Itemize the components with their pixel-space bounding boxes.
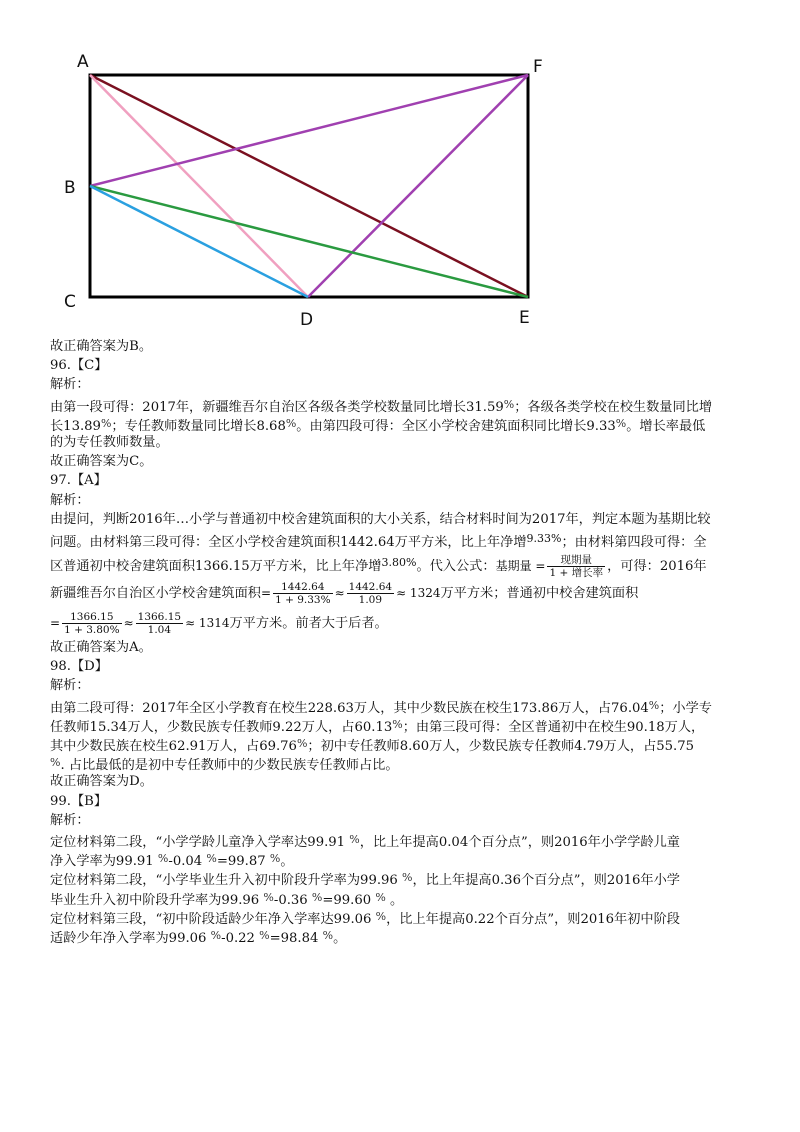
analysis-heading: 解析： bbox=[50, 678, 90, 694]
percent-sign: % bbox=[269, 852, 281, 866]
paragraph-line bbox=[50, 548, 762, 578]
formula-lhs: 基期量 = bbox=[495, 559, 546, 574]
formula-fraction bbox=[347, 581, 394, 606]
fraction-numerator: 1442.64 bbox=[273, 581, 333, 594]
text: -0.04 bbox=[168, 854, 203, 870]
fraction-denominator: 1 + 9.33% bbox=[275, 594, 331, 607]
text: 适龄少年净入学率为99.06 bbox=[50, 930, 207, 946]
fraction-numerator: 1366.15 bbox=[137, 611, 182, 624]
text: 定位材料第二段，“小学学龄儿童净入学率达99.91 bbox=[50, 834, 346, 850]
equals-sign: = bbox=[261, 586, 272, 601]
fraction-numerator: 1442.64 bbox=[348, 581, 393, 594]
text: 万平方米；普通初中校舍建筑面积 bbox=[440, 586, 639, 602]
percent-sign: % bbox=[263, 890, 274, 904]
answer-line: 故正确答案为C。 bbox=[50, 454, 153, 470]
paragraph-line bbox=[50, 578, 762, 608]
text: ，可得：2016年 bbox=[607, 559, 707, 575]
percent-sign: % bbox=[503, 397, 515, 411]
paragraph-line: 由提问，判断2016年…小学与普通初中校舍建筑面积的大小关系，结合材料时间为2017年，判定本题为基期比较 bbox=[50, 511, 711, 527]
paragraph-line bbox=[50, 926, 762, 945]
percent-sign: % bbox=[615, 416, 627, 430]
answer-line: 故正确答案为A。 bbox=[50, 640, 152, 656]
paragraph-line bbox=[50, 414, 762, 433]
paragraph-line bbox=[50, 395, 762, 414]
formula-value: 9.33% bbox=[526, 531, 562, 545]
formula-fraction bbox=[273, 581, 333, 606]
fraction-denominator: 1 + 3.80% bbox=[64, 624, 120, 637]
text: =99.87 bbox=[216, 854, 266, 870]
question-number: 98.【D】 bbox=[50, 659, 108, 675]
answer-explanations bbox=[50, 337, 762, 945]
fraction-numerator: 1366.15 bbox=[62, 611, 122, 624]
text: -0.22 bbox=[221, 930, 255, 946]
answer-line: 故正确答案为B。 bbox=[50, 339, 153, 354]
text: 定位材料第二段，“小学毕业生升入初中阶段升学率为99.96 bbox=[50, 873, 398, 889]
percent-sign: % bbox=[50, 756, 61, 770]
question-number: 96.【C】 bbox=[50, 358, 108, 374]
paragraph-line bbox=[50, 888, 762, 907]
text: . 占比最低的是初中专任教师中的少数民族专任教师占比。 bbox=[60, 758, 399, 774]
formula-fraction bbox=[136, 611, 183, 636]
line-bd bbox=[90, 186, 308, 297]
text: 。由第四段可得：全区小学校舍建筑面积同比增长9.33 bbox=[296, 418, 616, 434]
text: 万平方米。前者大于后者。 bbox=[229, 616, 388, 632]
percent-sign: % bbox=[210, 928, 222, 942]
line-df bbox=[308, 75, 528, 297]
question-number: 99.【B】 bbox=[50, 793, 108, 809]
label-e: E bbox=[519, 308, 530, 328]
fraction-numerator: 现期量 bbox=[547, 554, 605, 567]
percent-sign: % bbox=[322, 928, 334, 942]
text: 定位材料第三段，“初中阶段适龄少年净入学率达99.06 bbox=[50, 911, 372, 927]
paragraph-line bbox=[50, 734, 762, 753]
text: 。 bbox=[390, 892, 404, 908]
text: 毕业生升入初中阶段升学率为99.96 bbox=[50, 892, 260, 908]
percent-sign: % bbox=[259, 928, 270, 942]
text: 问题。由材料第三段可得：全区小学校舍建筑面积1442.64万平方米，比上年净增 bbox=[50, 534, 527, 550]
text: ；各级各类学校在校生数量同比增 bbox=[514, 399, 713, 415]
paragraph-line bbox=[50, 907, 762, 926]
formula-result: ≈ 1314 bbox=[185, 616, 230, 631]
analysis-heading: 解析： bbox=[50, 492, 90, 508]
percent-sign: % bbox=[206, 852, 217, 866]
text: =99.60 bbox=[322, 892, 372, 908]
text: 区普通初中校舍建筑面积1366.15万平方米，比上年净增 bbox=[50, 559, 382, 575]
percent-sign: % bbox=[157, 852, 169, 866]
label-a: A bbox=[77, 52, 89, 72]
paragraph-line: 的为专任教师数量。 bbox=[50, 434, 169, 450]
approx-sign: ≈ bbox=[334, 586, 345, 601]
formula-fraction bbox=[62, 611, 122, 636]
line-ae bbox=[90, 75, 528, 297]
paragraph-line bbox=[50, 529, 762, 548]
text: ，比上年提高0.36个百分点”，则2016年小学 bbox=[412, 873, 680, 889]
percent-sign: % bbox=[285, 416, 297, 430]
text: 净入学率为99.91 bbox=[50, 854, 154, 870]
approx-sign: ≈ bbox=[123, 616, 134, 631]
paragraph-line bbox=[50, 830, 762, 849]
formula-value: 3.80% bbox=[381, 556, 417, 570]
label-c: C bbox=[64, 292, 76, 312]
text: -0.36 bbox=[273, 892, 308, 908]
geometry-figure bbox=[55, 45, 555, 330]
text: ；初中专任教师8.60万人，少数民族专任教师4.79万人，占55.75 bbox=[307, 739, 695, 754]
paragraph-line bbox=[50, 715, 762, 734]
text: ；由第三段可得：全区普通初中在校生90.18万人， bbox=[402, 719, 705, 735]
percent-sign: % bbox=[402, 871, 413, 885]
label-b: B bbox=[64, 178, 76, 198]
text: ，比上年提高0.22个百分点”，则2016年初中阶段 bbox=[386, 911, 680, 927]
label-d: D bbox=[300, 310, 314, 330]
question-number: 97.【A】 bbox=[50, 473, 107, 489]
text: 其中少数民族在校生62.91万人，占69.76 bbox=[50, 739, 297, 754]
percent-sign: % bbox=[311, 890, 323, 904]
analysis-heading: 解析： bbox=[50, 377, 90, 393]
percent-sign: % bbox=[375, 890, 386, 904]
paragraph-line bbox=[50, 849, 762, 868]
text: 由第二段可得：2017年全区小学教育在校生228.63万人，其中少数民族在校生173.86万人，占76.04 bbox=[50, 700, 649, 716]
text: 。 bbox=[280, 854, 294, 870]
text: 。增长率最低 bbox=[626, 418, 706, 434]
paragraph-line bbox=[50, 608, 762, 638]
formula-result: ≈ 1324 bbox=[396, 586, 441, 601]
paragraph-line bbox=[50, 696, 762, 715]
label-f: F bbox=[533, 57, 543, 77]
formula-fraction bbox=[547, 554, 605, 579]
text: 。 bbox=[333, 930, 347, 946]
percent-sign: % bbox=[349, 832, 360, 846]
text: ，比上年提高0.04个百分点”，则2016年小学学龄儿童 bbox=[359, 834, 680, 850]
text: ；专任教师数量同比增长8.68 bbox=[111, 418, 286, 434]
answer-line: 故正确答案为D。 bbox=[50, 774, 153, 790]
line-bf bbox=[90, 75, 528, 186]
text: 任教师15.34万人，少数民族专任教师9.22万人，占60.13 bbox=[50, 719, 393, 735]
fraction-denominator: 1 + 增长率 bbox=[549, 567, 604, 580]
text: 长13.89 bbox=[50, 418, 101, 434]
percent-sign: % bbox=[296, 737, 308, 750]
text: =98.84 bbox=[269, 930, 319, 946]
paragraph-line bbox=[50, 753, 762, 772]
percent-sign: % bbox=[392, 717, 403, 731]
percent-sign: % bbox=[375, 909, 387, 923]
equals-sign: = bbox=[50, 616, 61, 631]
text: 。代入公式： bbox=[416, 559, 496, 575]
text: 新疆维吾尔自治区小学校舍建筑面积 bbox=[50, 586, 261, 602]
paragraph-line bbox=[50, 868, 762, 887]
analysis-heading: 解析： bbox=[50, 812, 90, 828]
percent-sign: % bbox=[100, 416, 112, 430]
percent-sign: % bbox=[648, 698, 660, 712]
fraction-denominator: 1.09 bbox=[358, 594, 383, 607]
line-ad bbox=[90, 75, 308, 297]
line-be bbox=[90, 186, 528, 297]
text: ；小学专 bbox=[659, 700, 712, 716]
text: ；由材料第四段可得：全 bbox=[561, 534, 707, 550]
fraction-denominator: 1.04 bbox=[147, 624, 172, 637]
text: 由第一段可得：2017年，新疆维吾尔自治区各级各类学校数量同比增长31.59 bbox=[50, 399, 504, 415]
